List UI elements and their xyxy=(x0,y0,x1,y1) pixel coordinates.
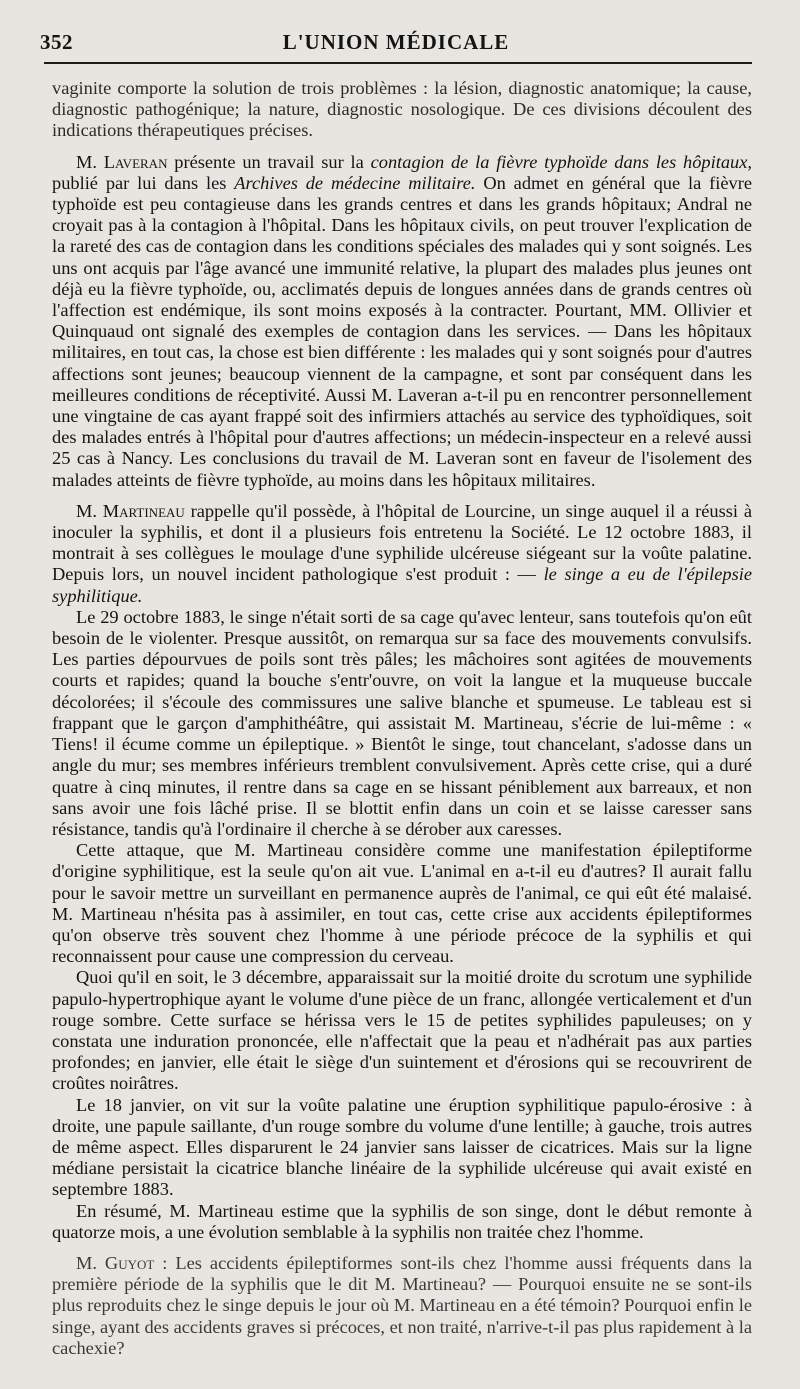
paragraph-8 xyxy=(52,1201,752,1243)
paragraph-text: On admet en général que la fièvre typhoïde est peu contagieuse dans les grands centres et dans les grands hôpitaux; Andral ne croyait pas à la contagion à l'hôpital. Dans les hôpitaux civils, on peut trouver l'explication de la rareté des cas de contagion dans les conditions spéciales des malades qui y sont soignés. Les uns ont acquis par l'âge avancé une immunité relative, la plupart des malades plus jeunes ont déjà eu la fièvre typhoïde, ou, acclimatés depuis de longues années dans de grands centres où l'affection est endémique, ils sont moins exposés à la contracter. Pourtant, MM. Ollivier et Quinquaud ont signalé des exemples de contagion dans les services. — Dans les hôpitaux militaires, en tout cas, la chose est bien différente : les malades qui y sont soignés pour d'autres affections sont jeunes; beaucoup viennent de la campagne, et sont par conséquent dans les meilleures conditions de réceptivité. Aussi M. Laveran a-t-il pu en rencontrer personnellement une vingtaine de cas ayant frappé soit des infirmiers attachés au service des typhoïdiques, soit des malades entrés à l'hôpital pour d'autres affections; un médecin-inspecteur en a relevé aussi 25 cas à Nancy. Les conclusions du travail de M. Laveran sont en faveur de l'isolement des malades atteints de fièvre typhoïde, au moins dans les hôpitaux militaires. xyxy=(52,172,752,490)
running-header xyxy=(40,24,752,64)
paragraph-4 xyxy=(52,607,752,840)
paragraph-text: En résumé, M. Martineau estime que la syphilis de son singe, dont le début remonte à quatorze mois, a une évolution semblable à la syphilis non traitée chez l'homme. xyxy=(52,1200,752,1242)
running-title: L'UNION MÉDICALE xyxy=(282,30,510,54)
paragraph-text: rappelle qu'il possède, à l'hôpital de Lourcine, un singe auquel il a réussi à inoculer la syphilis, et dont il a plusieurs fois entretenu la Société. Le 12 octobre 1883, il montrait à ses collègues le moulage d'une syphilide ulcéreuse siégeant sur la voûte palatine. Depuis lors, un nouvel incident pathologique s'est produit : — xyxy=(52,500,753,585)
paragraph-text: : Les accidents épileptiformes sont-ils chez l'homme aussi fréquents dans la première période de la syphilis que le dit M. Martineau? — Pourquoi ensuite ne se sont-ils plus reproduits chez le singe depuis le jour où M. Martineau en a été témoin? Pourquoi enfin le singe, ayant des accidents graves si précoces, et non traité, n'arrive-t-il pas plus rapidement à la cachexie? xyxy=(52,1252,753,1358)
italic-phrase: le singe a eu de l'épilepsie syphilitique. xyxy=(52,564,752,606)
paragraph-6 xyxy=(52,967,752,1094)
italic-journal: Archives de médecine militaire. xyxy=(234,172,476,193)
italic-title: contagion de la fièvre typhoïde dans les hôpitaux, xyxy=(370,151,752,172)
speaker-name: M. Guyot xyxy=(76,1252,155,1273)
speaker-name: M. Laveran xyxy=(76,151,168,172)
paragraph-text: Quoi qu'il en soit, le 3 décembre, apparaissait sur la moitié droite du scrotum une syphilide papulo-hypertrophique ayant le volume d'une pièce de un franc, allongée verticalement et d'un rouge sombre. Cette surface se hérissa vers le 15 de petites syphilides papuleuses; on y constata une induration prononcée, elle n'affectait que la peau et n'adhérait pas aux parties profondes; en janvier, elle était le siège d'un suintement et d'érosions qui se recouvrirent de croûtes noirâtres. xyxy=(52,967,752,1094)
paragraph-laveran xyxy=(52,152,752,491)
paragraph-1 xyxy=(52,78,752,142)
paragraph-gap xyxy=(52,1243,752,1253)
paragraph-text: vaginite comporte la solution de trois problèmes : la lésion, diagnostic anatomique; la cause, diagnostic pathogénique; la nature, diagnostic nosologique. De ces divisions découlent des indications thérapeutiques précises. xyxy=(52,78,752,141)
paragraph-text: présente un travail sur la xyxy=(167,151,371,172)
paragraph-text: Le 29 octobre 1883, le singe n'était sorti de sa cage qu'avec lenteur, sans toutefois qu'on eût besoin de le violenter. Presque aussitôt, on remarqua sur sa face des mouvements convulsifs. Les parties dépourvues de poils sont très pâles; les mâchoires sont agitées de mouvements courts et rapides; quand la bouche s'entr'ouvre, on voit la langue et la muqueuse buccale décolorées; il s'écoule des commissures une salive blanche et spumeuse. Le tableau est si frappant que le garçon d'amphithéâtre, qui assistait M. Martineau, s'écrie de lui-même : « Tiens! il écume comme un épileptique. » Bientôt le singe, tout chancelant, s'adosse dans un angle du mur; ses membres inférieurs tremblent convulsivement. Après cette crise, qui a duré quatre à cinq minutes, il rentre dans sa cage en se hissant péniblement aux barreaux, et non sans avoir une fois lâché prise. Il se blottit enfin dans un coin et se laisse caresser sans résistance, tandis qu'à l'ordinaire il cherche à se dérober aux caresses. xyxy=(52,606,752,839)
article-body xyxy=(52,78,752,1359)
header-rule xyxy=(44,62,752,64)
paragraph-gap xyxy=(52,142,752,152)
page-number: 352 xyxy=(40,30,73,54)
paragraph-text: publié par lui dans les xyxy=(52,172,235,193)
paragraph-text: Cette attaque, que M. Martineau considère comme une manifestation épileptiforme d'origine syphilitique, est la seule qu'on ait vue. L'animal en a-t-il eu d'autres? Il aurait fallu pour le savoir mettre un surveillant en permanence auprès de l'animal, ce qui eût été malaisé. M. Martineau n'hésita pas à assimiler, en tout cas, cette crise aux accidents épileptiformes qu'on observe très souvent chez l'homme à une période précoce de la syphilis et qui reconnaissent pour cause une compression du cerveau. xyxy=(52,840,752,967)
paragraph-7 xyxy=(52,1095,752,1201)
paragraph-gap xyxy=(52,491,752,501)
speaker-name: M. Martineau xyxy=(76,500,185,521)
paragraph-guyot xyxy=(52,1253,752,1359)
paragraph-text: Le 18 janvier, on vit sur la voûte palatine une éruption syphilitique papulo-érosive : à droite, une papule saillante, d'un rouge sombre du volume d'une lentille; à gauche, trois autres de même aspect. Elles disparurent le 24 janvier sans laisser de cicatrices. Mais sur la ligne médiane persistait la cicatrice blanche linéaire de la syphilide ulcéreuse qui avait existé en septembre 1883. xyxy=(52,1094,752,1200)
paragraph-martineau xyxy=(52,501,752,607)
paragraph-5 xyxy=(52,840,752,967)
